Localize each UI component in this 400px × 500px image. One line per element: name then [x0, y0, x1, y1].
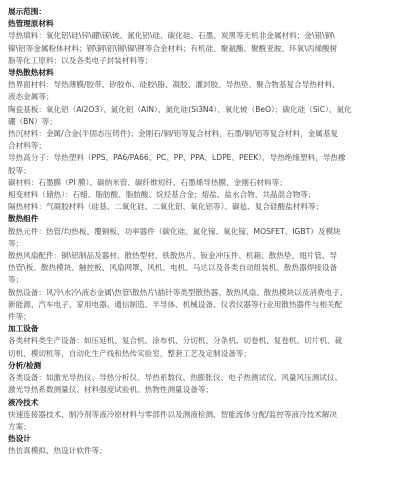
paragraph-line: 镍\铝等金属粉体材料；钢\铜\铝\锡\镍\锂等合金材料；有机硅、聚氨酯、聚酰亚胺、环氧\丙烯酸树: [8, 43, 338, 53]
paragraph-line: 激光导热系数测量仪、材料强度试验机、热物性测量设备等；: [8, 385, 214, 395]
paragraph-line: 等；: [8, 238, 24, 248]
paragraph-line: 合材料等；: [8, 141, 46, 151]
paragraph-line: 硼（BN）等；: [8, 116, 57, 126]
paragraph-line: 各类材料类生产设备：如压延机、复合机、涂布机、分切机、分条机、切卷机、复卷机、切片机、裁: [8, 336, 343, 346]
paragraph-line: 切机、模切机等，自动化生产线和热传实验室，整套工艺及定制设备等；: [8, 348, 251, 358]
paragraph-line: 导热填料：氧化铝\硅\锌\硼\镁\铍、氮化铝\硅、碳化硅、石墨、炭黑等无机非金属材料；金\银\铜\: [8, 31, 335, 41]
section-heading: 热设计: [8, 434, 31, 444]
section-heading: 液冷技术: [8, 397, 39, 407]
paragraph-line: 方案；: [8, 421, 31, 431]
paragraph-line: 隔热材料：气凝胶材料（硅基、二氧化硅、二氧化铝、氧化铝等）、碳毡、复合硅酸盐材料等；: [8, 202, 324, 212]
paragraph-line: 热仿真模拟、热设计软件等；: [8, 446, 107, 456]
paragraph-line: 散热风扇配件：铜\铝制品及器材、散热型材、铁散热片、钣金冲压件、机箱、散热垫、翅片管、导: [8, 251, 338, 261]
section-heading: 散热组件: [8, 214, 39, 224]
paragraph-line: 新能源、汽车电子、家用电器、通信制造、半导体、机械设备、仪表仪器等行业用散热器件与相关配: [8, 299, 343, 309]
paragraph-line: 热沉材料：金属/合金(半固态压铸件)；金刚石/铜/铝等复合材料，石墨/铜/铝等复合材料，金属基复: [8, 129, 339, 139]
section-heading: 导热散热材料: [8, 68, 54, 78]
paragraph-line: 碳材料：石墨膜（PI 膜）、碳纳米管、碳纤维短纤、石墨烯导热膜、金刚石材料等；: [8, 177, 287, 187]
paragraph-line: 热管\板、散热模块、触控板、风扇网罩、风机、电机、马达以及各类自动组装机、散热器焊接设备: [8, 263, 338, 273]
paragraph-line: 导热高分子：导热塑料（PPS、PA6/PA66、PC、PP、PPA、LDPE、PEEK）、导热绝缘塑料，导热橡: [8, 153, 346, 163]
paragraph-line: 散热元件：热管/均热板、覆铜板、功率器件（碳化硅、氮化镓、氧化镓、MOSFET、IGBT）及模块: [8, 226, 341, 236]
paragraph-line: 件等；: [8, 312, 31, 322]
paragraph-line: 热界面材料：导热薄膜/胶带、矽胶布、硅胶\脂、凝胶、灌封胶、导热垫、聚合物基复合导热材料、: [8, 80, 340, 90]
section-heading: 分析/检测: [8, 360, 42, 370]
paragraph-line: 液态金属等；: [8, 92, 54, 102]
paragraph-line: 等；: [8, 275, 24, 285]
paragraph-line: 各类设备：如激光导热仪、导热分析仪、导热系数仪、热膨胀仪、电子热测试仪、风量风压测试仪、: [8, 373, 343, 383]
paragraph-line: 脂等化工原料；以及各类电子封装材料等；: [8, 55, 153, 65]
paragraph-line: 快速连接器技术、制冷剂等液冷原材料与零部件以及测液检测、智能流体分配/监控等液冷技术解决: [8, 409, 338, 419]
section-heading: 加工设备: [8, 324, 39, 334]
paragraph-line: 相变材料（储热）：石蜡、脂肪酸、脂肪酸、烷烃基合金；熔盐、盐水合物、共晶混合物等；: [8, 190, 316, 200]
paragraph-line: 胶等；: [8, 165, 31, 175]
section-heading: 展示范围：: [8, 7, 46, 16]
paragraph-line: 陶瓷基板：氧化铝（Al2O3）、氮化铝（AlN）、氮化硅(Si3N4）、氧化铍（BeO）；碳化硅（SiC）、氮化: [8, 104, 352, 114]
paragraph-line: 散热设备：风冷\水冷\液态金属\热管\散热片\插针等类型散热器、散热风扇、散热模块以及消费电子、: [8, 287, 348, 297]
section-heading: 热管理原材料: [8, 19, 54, 29]
